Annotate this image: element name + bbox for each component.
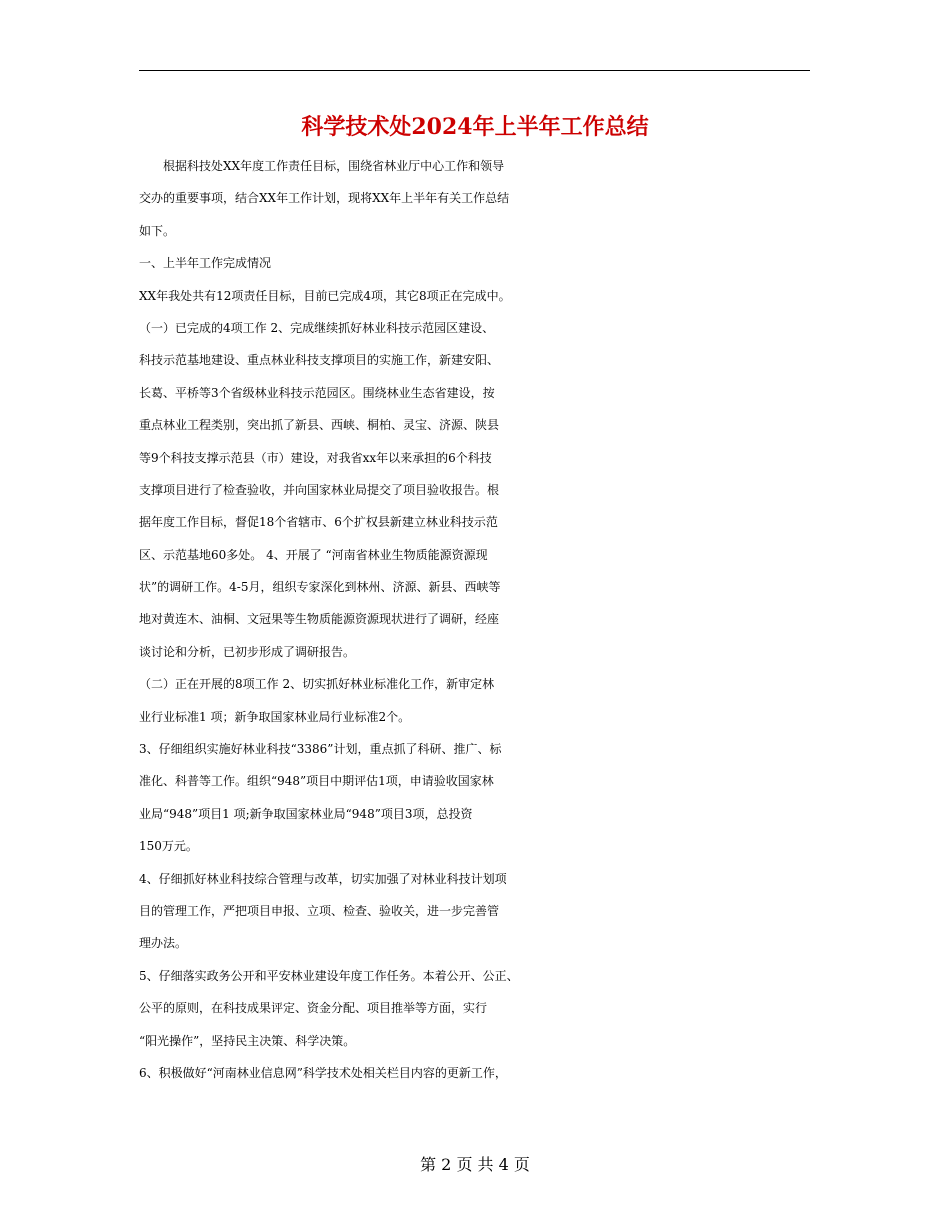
text-line: “阳光操作”，坚持民主决策、科学决策。 (139, 1033, 356, 1048)
text-line: 地对黄连木、油桐、文冠果等生物质能源资源现状进行了调研，经座 (139, 612, 500, 627)
text-line: 等9个科技支撑示范县（市）建设，对我省xx年以来承担的6个科技 (139, 450, 492, 465)
text-line: 5、仔细落实政务公开和平安林业建设年度工作任务。本着公开、公正、 (139, 968, 519, 983)
text-line: 如下。 (139, 223, 176, 238)
text-line: 业行业标准1 项；新争取国家林业局行业标准2个。 (139, 709, 411, 724)
page-number: 第 2 页 共 4 页 (420, 1155, 530, 1174)
header-rule (139, 70, 810, 71)
text-line: 据年度工作目标，督促18个省辖市、6个扩权县新建立林业科技示范 (139, 515, 498, 530)
text-line: 一、上半年工作完成情况 (139, 256, 272, 271)
text-line: 支撑项目进行了检查验收，并向国家林业局提交了项目验收报告。根 (139, 482, 500, 497)
text-line: （二）正在开展的8项工作 2、切实抓好林业标准化工作，新审定林 (139, 677, 495, 692)
text-line: 根据科技处XX年度工作责任目标，围绕省林业厅中心工作和领导 (139, 159, 505, 173)
text-line: 谈讨论和分析，已初步形成了调研报告。 (139, 644, 356, 659)
text-line: 业局“948”项目1 项;新争取国家林业局“948”项目3项，总投资 (139, 806, 473, 821)
text-line: （一）已完成的4项工作 2、完成继续抓好林业科技示范园区建设、 (139, 320, 495, 335)
text-line: 3、仔细组织实施好林业科技“3386”计划，重点抓了科研、推广、标 (139, 742, 502, 757)
text-line: 目的管理工作，严把项目申报、立项、检查、验收关，进一步完善管 (139, 903, 500, 918)
text-line: 交办的重要事项，结合XX年工作计划，现将XX年上半年有关工作总结 (139, 191, 510, 206)
text-line: 科技示范基地建设、重点林业科技支撑项目的实施工作，新建安阳、 (139, 353, 500, 368)
text-line: 公平的原则，在科技成果评定、资金分配、项目推举等方面，实行 (139, 1001, 488, 1016)
text-line: 状”的调研工作。4-5月，组织专家深化到林州、济源、新县、西峡等 (139, 580, 501, 595)
text-line: 6、积极做好“河南林业信息网”科学技术处相关栏目内容的更新工作， (139, 1065, 507, 1080)
text-line: 4、仔细抓好林业科技综合管理与改革，切实加强了对林业科技计划项 (139, 871, 507, 886)
text-line: XX年我处共有12项责任目标，目前已完成4项，其它8项正在完成中。 (139, 288, 511, 303)
text-line: 150万元。 (139, 839, 198, 854)
text-line: 理办法。 (139, 936, 188, 951)
document-body (139, 150, 819, 1089)
text-line: 区、示范基地60多处。 4、开展了 “河南省林业生物质能源资源现 (139, 547, 488, 562)
text-line: 重点林业工程类别，突出抓了新县、西峡、桐柏、灵宝、济源、陕县 (139, 418, 500, 433)
document-title: 科学技术处2024年上半年工作总结 (301, 114, 649, 140)
text-line: 准化、科普等工作。组织“948”项目中期评估1项，申请验收国家林 (139, 774, 494, 789)
text-line: 长葛、平桥等3个省级林业科技示范园区。围绕林业生态省建设，按 (139, 385, 495, 400)
